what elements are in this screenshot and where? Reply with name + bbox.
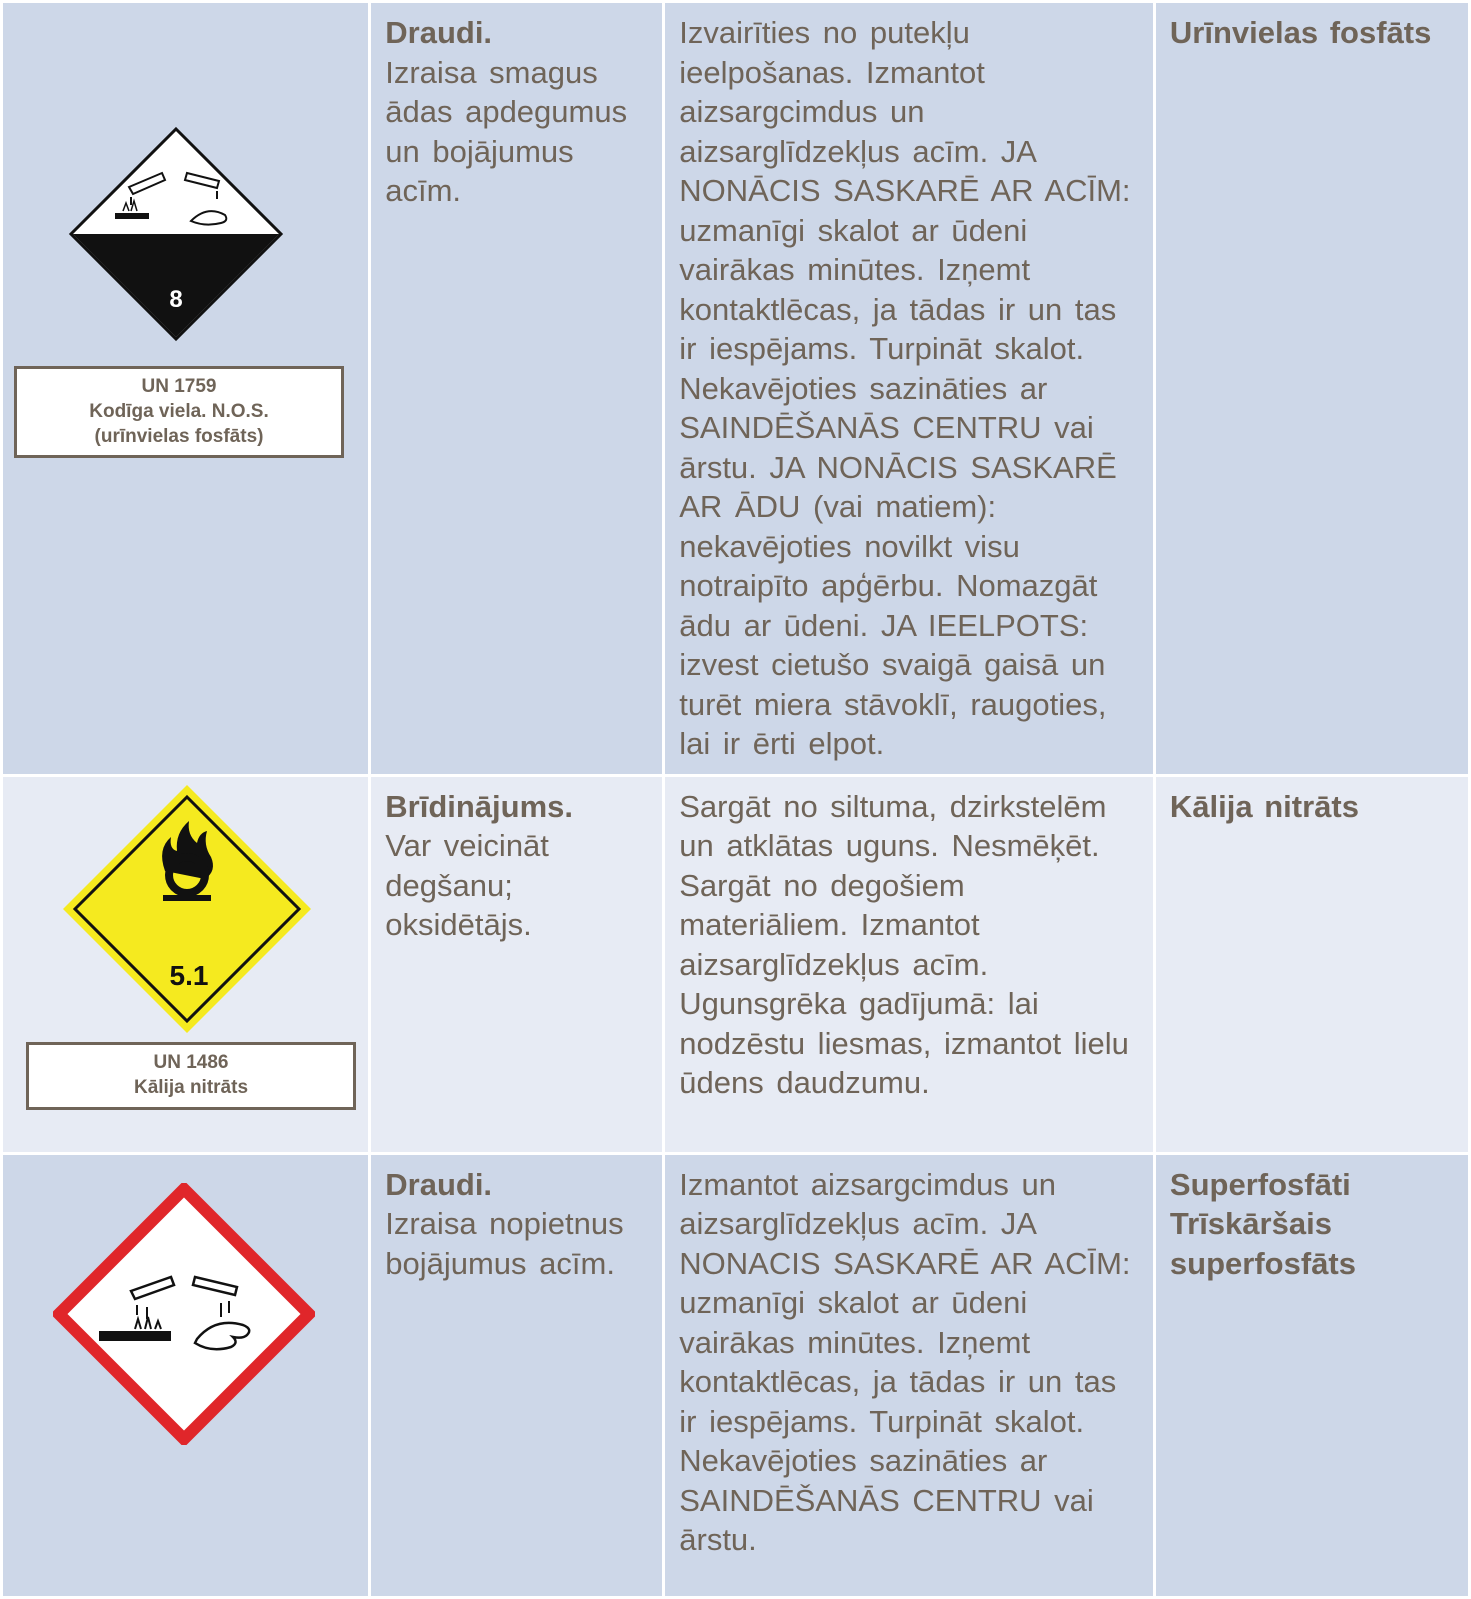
precaution-statement: Izmantot aizsargcimdus un aizsarglīdzekļus acīm. JA NONACIS SASKARĒ AR ACĪM: uzmanīgi skalot ar ūdeni vairākas minūtes. Izņemt kontaktlēcas, ja tādas ir un tas ir iespējams. Turpināt skalot. Nekavējoties sazināties ar SAINDĒŠANĀS CENTRU vai ārstu. [679, 1166, 1131, 1557]
precaution-cell [664, 775, 1155, 1153]
table-row [2, 775, 1470, 1153]
un-label-line: (urīnvielas fosfāts) [94, 426, 264, 447]
un-label-line: UN 1759 [141, 376, 217, 397]
pictogram-cell [2, 1153, 370, 1597]
substance-name: Kālija nitrāts [1169, 788, 1359, 824]
hazard-cell [370, 1153, 664, 1597]
hazard-statement: Izraisa smagus ādas apdegumus un bojājumus acīm. [385, 54, 628, 208]
substance-cell [1154, 775, 1469, 1153]
substance-cell [1154, 1153, 1469, 1597]
un-label-line: UN 1486 [153, 1051, 229, 1073]
substance-name: Trīskāršais [1169, 1206, 1332, 1241]
pictogram-number: 8 [169, 286, 183, 313]
substance-name: Urīnvielas fosfāts [1169, 15, 1432, 50]
precaution-cell [664, 1153, 1155, 1597]
hazard-statement: Izraisa nopietnus bojājumus acīm. [385, 1206, 624, 1281]
precaution-statement: Izvairīties no putekļu ieelpošanas. Izmantot aizsargcimdus un aizsarglīdzekļus acīm. JA NONĀCIS SASKARĒ AR ACĪM: uzmanīgi skalot ar ūdeni vairākas minūtes. Izņemt kontaktlēcas, ja tādas ir un tas ir iespējams. Turpināt skalot. Nekavējoties sazināties ar SAINDĒŠANĀS CENTRU vai ārstu. JA NONĀCIS SASKARĒ AR ĀDU (vai matiem): nekavējoties novilkt visu notraipīto apģērbu. Nomazgāt ādu ar ūdeni. JA IEELPOTS: izvest cietušo svaigā gaisā un turēt miera stāvoklī, raugoties, lai ir ērti elpot. [679, 15, 1131, 761]
pictogram-cell [2, 775, 370, 1153]
un-label [26, 1042, 356, 1110]
signal-word: Draudi. [385, 1166, 493, 1202]
hazard-cell [370, 775, 664, 1153]
table-row [2, 1153, 1470, 1597]
corrosive-class-8-icon [67, 125, 285, 343]
hazard-cell [370, 2, 664, 776]
precaution-statement: Sargāt no siltuma, dzirkstelēm un atklātas uguns. Nesmēķēt. Sargāt no degošiem materiāliem. Izmantot aizsarglīdzekļus acīm. Ugunsgrēka gadījumā: lai nodzēstu liesmas, izmantot lielu ūdens daudzumu. [679, 788, 1129, 1100]
pictogram-number: 5.1 [169, 959, 209, 991]
substance-cell [1154, 2, 1469, 776]
signal-word: Brīdinājums. [385, 788, 574, 824]
un-label-line: Kālija nitrāts [133, 1076, 249, 1098]
ghs-corrosion-icon [53, 1183, 315, 1445]
un-label [14, 366, 344, 458]
table-row [2, 2, 1470, 776]
oxidizer-class-5-1-icon [61, 783, 313, 1035]
substance-name: superfosfāts [1169, 1245, 1356, 1281]
precaution-cell [664, 2, 1155, 776]
hazard-statement: Var veicināt degšanu; oksidētājs. [385, 828, 549, 942]
substance-name: Superfosfāti [1169, 1166, 1351, 1202]
un-label-line: Kodīga viela. N.O.S. [89, 401, 269, 422]
pictogram-cell [2, 2, 370, 776]
signal-word: Draudi. [385, 15, 493, 50]
